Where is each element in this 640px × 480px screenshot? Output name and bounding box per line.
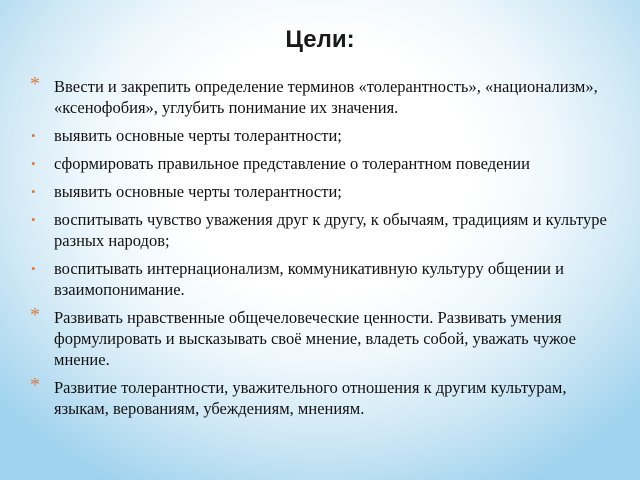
list-item-text: выявить основные черты толерантности; [54,126,342,145]
star-bullet-icon: * [30,374,40,396]
star-bullet-icon: * [30,73,40,95]
star-bullet-icon: * [30,304,40,326]
list-item [30,73,615,118]
dot-bullet-icon: • [31,212,36,227]
dot-bullet-icon: • [31,261,36,276]
list-item [30,374,615,419]
goals-list [30,73,615,426]
list-item [30,153,615,174]
list-item [30,125,615,146]
list-item [30,304,615,370]
list-item-text: Развитие толерантности, уважительного отношения к другим культурам, языкам, верованиям, убеждениям, мнениям. [54,378,567,418]
list-item-text: сформировать правильное представление о толерантном поведении [54,154,530,173]
list-item-text: воспитывать интернационализм, коммуникативную культуру общении и взаимопонимание. [54,259,564,299]
dot-bullet-icon: • [31,128,36,143]
list-item [30,181,615,202]
list-item [30,209,615,251]
list-item-text: воспитывать чувство уважения друг к другу, к обычаям, традициям и культуре разных народов; [54,210,607,250]
list-item-text: Развивать нравственные общечеловеческие ценности. Развивать умения формулировать и высказывать своё мнение, владеть собой, уважать чужое мнение. [54,308,576,369]
list-item-text: выявить основные черты толерантности; [54,182,342,201]
list-item-text: Ввести и закрепить определение терминов «толерантность», «национализм», «ксенофобия», углубить понимание их значения. [54,77,598,117]
list-item [30,258,615,300]
dot-bullet-icon: • [31,184,36,199]
dot-bullet-icon: • [31,156,36,171]
slide-title: Цели: [285,26,355,53]
